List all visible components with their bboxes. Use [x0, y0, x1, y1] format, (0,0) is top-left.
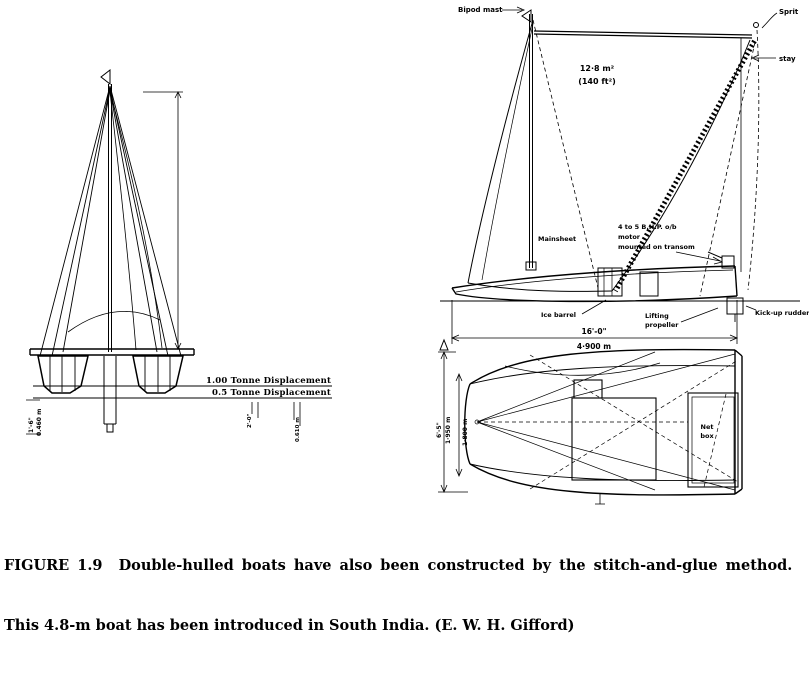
kick-up-rudder-label: Kick-up rudder	[755, 309, 809, 317]
bipod-mast-label: Bipod mast	[458, 6, 503, 14]
rudder	[727, 298, 743, 314]
displacement-label-2: 0.5 Tonne Displacement	[212, 388, 332, 398]
stern-locker	[640, 272, 658, 296]
masthead-pennant	[101, 70, 110, 84]
displacement-label-1: 1.00 Tonne Displacement	[206, 376, 332, 386]
motor-note-3: mounted on transom	[618, 243, 695, 251]
rigging-plan	[475, 352, 738, 490]
motor-note-2: motor	[618, 233, 641, 241]
left-hull-section	[38, 356, 88, 393]
plan-view	[436, 340, 742, 504]
yard	[534, 31, 752, 38]
mast-and-rigging	[40, 70, 181, 356]
hull-depth-m: 0.460 m	[36, 408, 43, 436]
hull-spacing-m: 1·800 m	[462, 418, 469, 446]
sail-outline	[468, 20, 750, 291]
centre-board	[104, 356, 116, 432]
waterlines	[33, 376, 332, 398]
side-view	[440, 6, 809, 351]
sail-area-m: 12·8 m²	[579, 64, 615, 73]
sail-area-ft: (140 ft²)	[578, 77, 616, 86]
mast-step	[526, 262, 536, 270]
hulls-front	[38, 356, 183, 393]
hull-profile	[452, 266, 737, 301]
mainsheet-label: Mainsheet	[538, 235, 577, 243]
hull-depth-dimension	[26, 400, 43, 436]
cockpit-box	[572, 398, 656, 480]
net-box-label-1: Net	[700, 423, 714, 431]
motor-note-1: 4 to 5 B.H.P. o/b	[618, 223, 677, 231]
draft-marks	[247, 402, 301, 442]
mast-side	[530, 14, 533, 268]
plan-bow-pennant	[440, 340, 448, 350]
shroud-lines	[40, 86, 181, 356]
beam-ft: 6'-5"	[436, 422, 443, 438]
length-m: 4·900 m	[576, 342, 612, 351]
beam-dimension	[436, 352, 469, 492]
stay-label: stay	[779, 55, 796, 63]
caption-line-2: This 4.8-m boat has been introduced in South India. (E. W. H. Gifford)	[4, 617, 575, 634]
beam-m: 1·950 m	[445, 416, 452, 444]
left-hull-frames	[50, 356, 75, 392]
length-ft: 16'-0"	[581, 327, 607, 336]
draft-mark-m: 0.610 m	[295, 416, 301, 442]
ice-barrel-label: Ice barrel	[541, 311, 577, 319]
net-box-label-2: box	[700, 432, 714, 440]
height-dimension	[143, 92, 183, 349]
centreline-tick	[595, 494, 605, 504]
sprit-tip-knob	[754, 23, 759, 28]
figure-caption	[4, 516, 796, 676]
lifting-label-2: propeller	[645, 321, 679, 329]
front-view	[26, 70, 332, 442]
caption-line-1: FIGURE 1.9 Double-hulled boats have also been constructed by the stitch-and-glue method.	[4, 557, 793, 574]
right-hull-frames	[145, 356, 170, 392]
bipod-mast-front	[109, 84, 112, 352]
hull-depth-ft: 1'-6"	[28, 417, 35, 433]
sail-curves-front	[68, 92, 162, 350]
stays-dashed	[533, 20, 759, 296]
length-dimension	[452, 300, 737, 351]
sprit-label: Sprit	[779, 8, 799, 16]
net-box	[688, 393, 738, 487]
lifting-label-1: Lifting	[645, 312, 669, 320]
draft-mark-ft: 2'-0"	[247, 413, 253, 428]
